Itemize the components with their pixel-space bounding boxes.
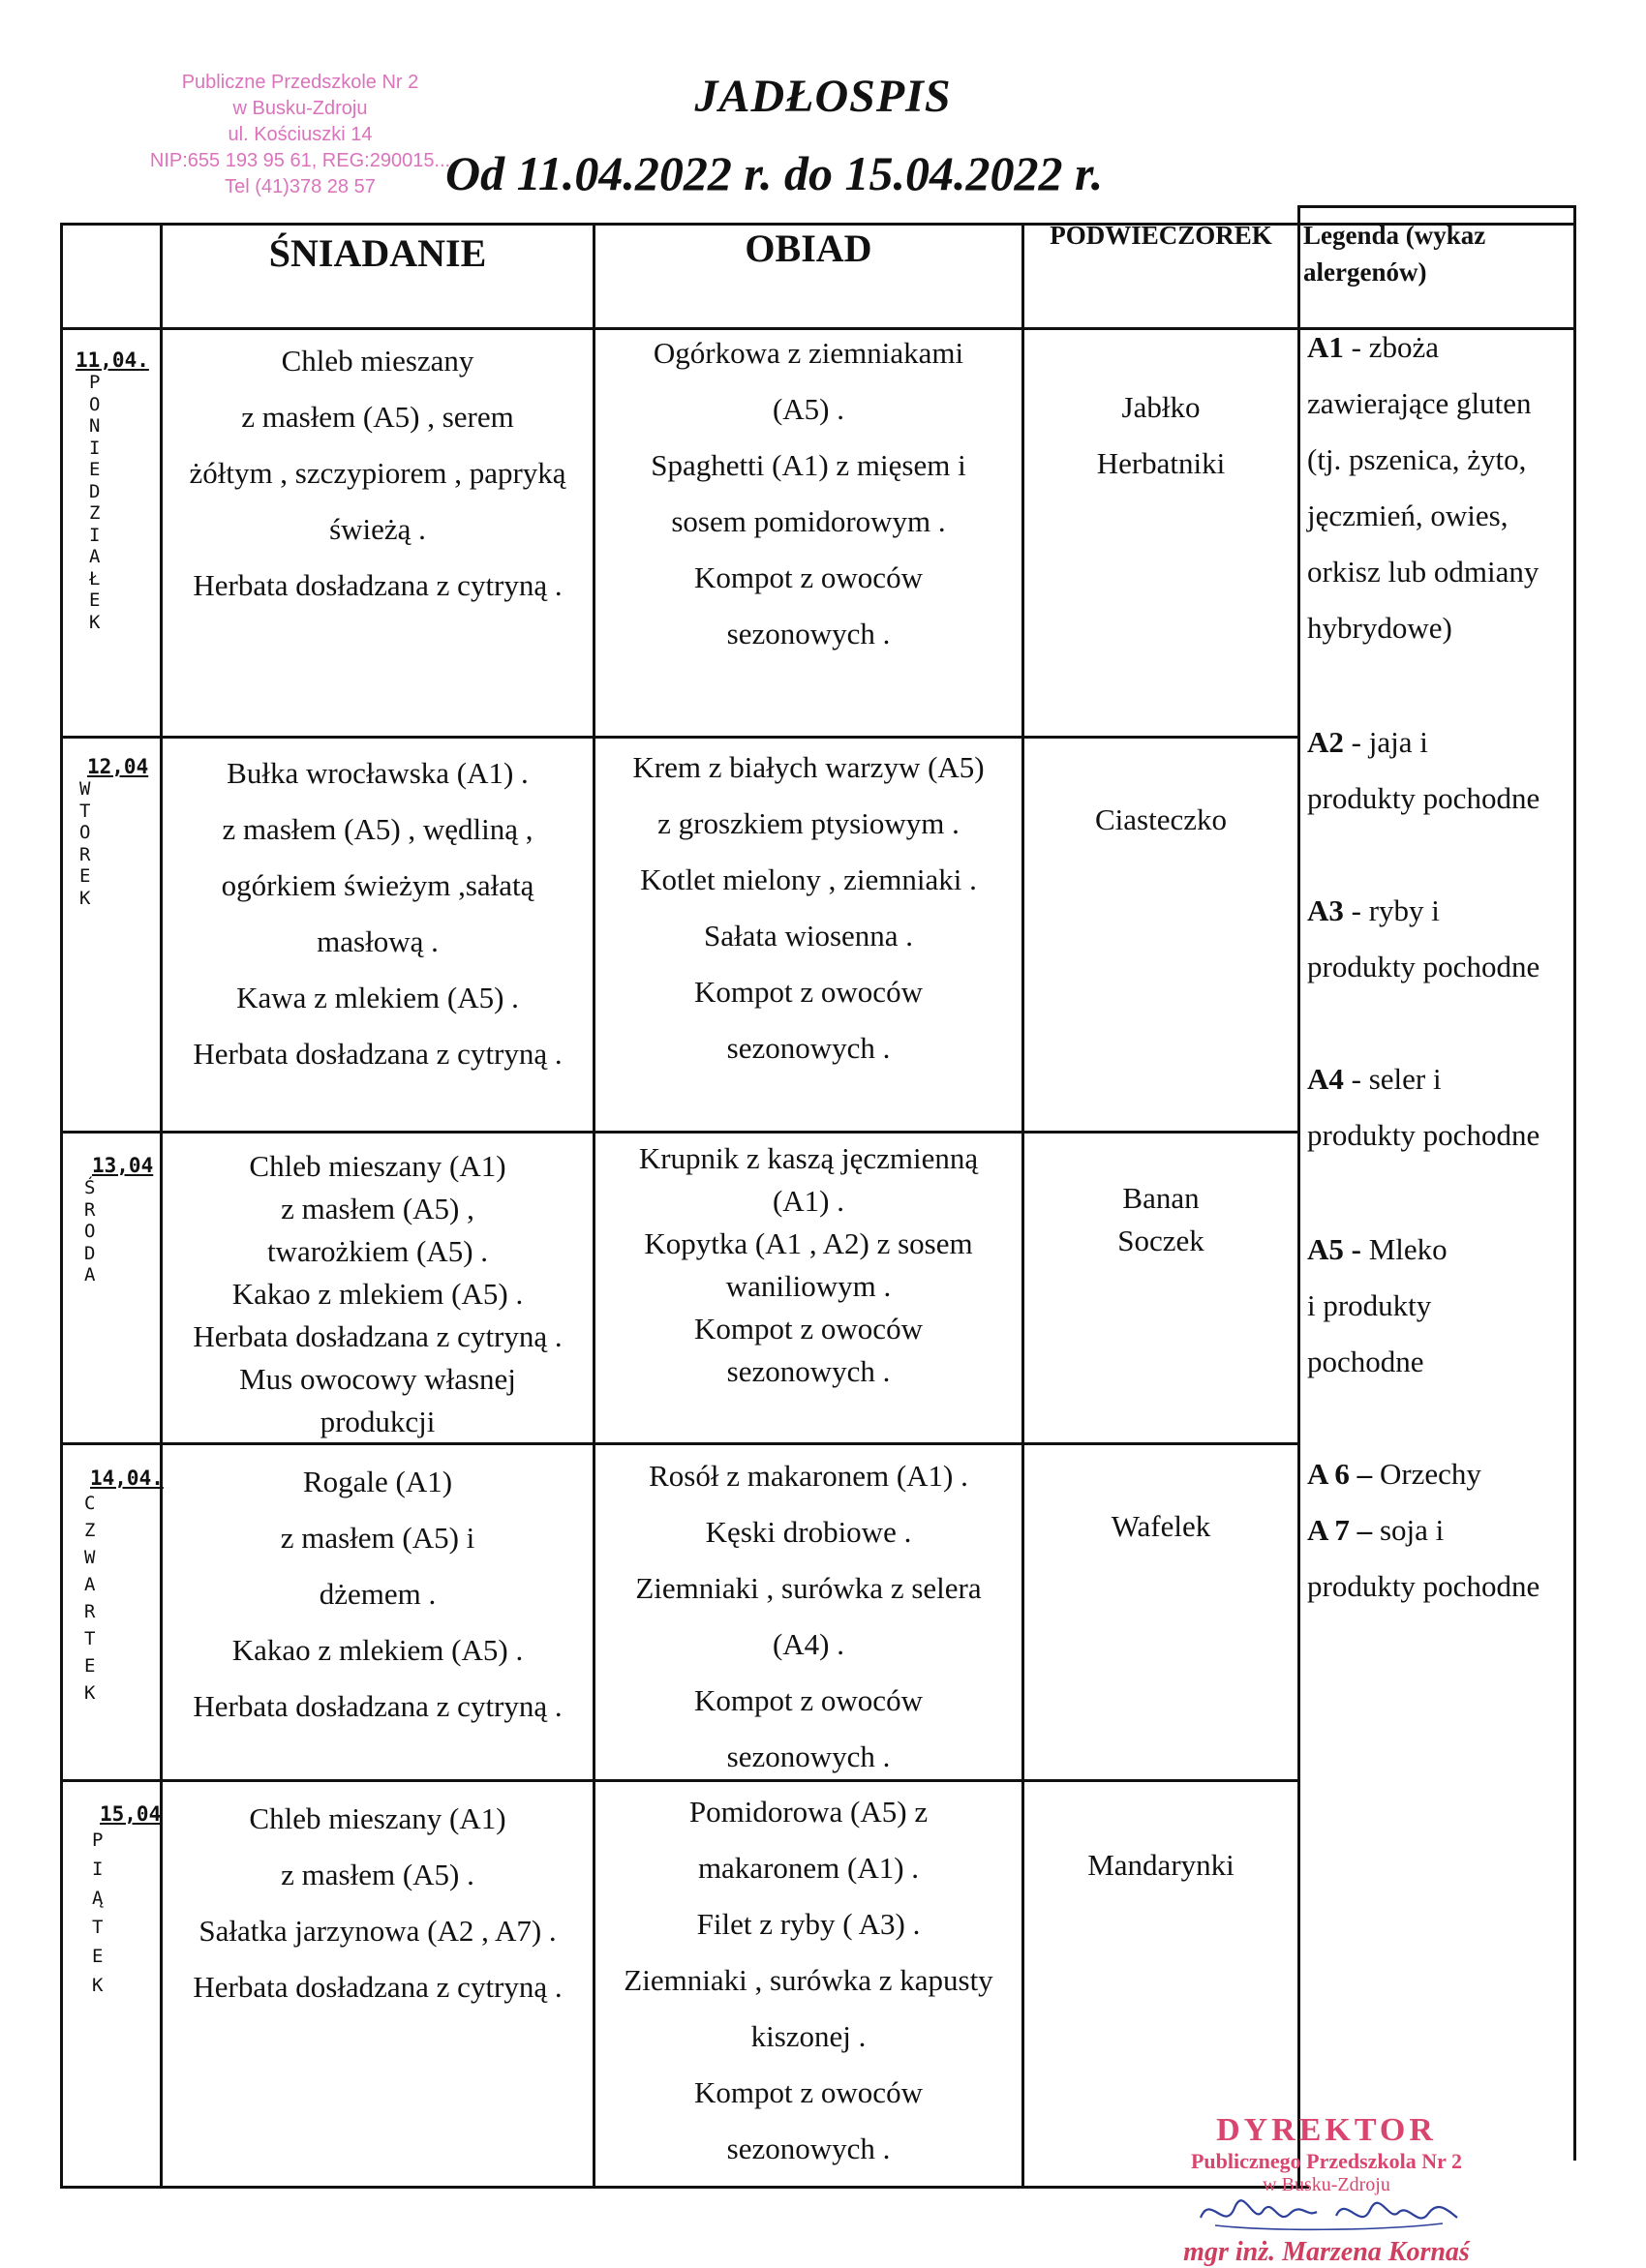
menu-item: Krem z białych warzyw (A5) <box>632 750 985 784</box>
menu-item: Krupnik z kaszą jęczmienną <box>638 1141 979 1175</box>
menu-item: sezonowych . <box>726 1739 891 1773</box>
menu-item: Ogórkowa z ziemniakami <box>653 336 964 370</box>
menu-item: Ziemniaki , surówka z selera <box>635 1571 982 1605</box>
menu-item: Chleb mieszany <box>281 344 474 378</box>
day-label-friday <box>92 1802 162 2000</box>
menu-item: Herbata dosładzana z cytryną . <box>193 1689 563 1723</box>
menu-item: z groszkiem ptysiowym . <box>657 806 960 840</box>
menu-item: Jabłko <box>1121 390 1201 424</box>
menu-item: Kompot z owoców <box>694 1312 923 1346</box>
stamp-line: Tel (41)378 28 57 <box>225 176 376 197</box>
menu-item: Rogale (A1) <box>302 1465 453 1498</box>
director-org: Publicznego Przedszkola Nr 2 <box>1190 2149 1463 2173</box>
menu-item: (A4) . <box>772 1627 845 1661</box>
menu-item: Chleb mieszany (A1) <box>249 1801 506 1835</box>
menu-item: Rosół z makaronem (A1) . <box>649 1459 968 1493</box>
legend-entry-a2: A2 - jaja i produkty pochodne <box>1307 725 1540 815</box>
menu-item: z masłem (A5) , serem <box>241 400 514 434</box>
menu-item: Kompot z owoców <box>694 975 923 1009</box>
menu-item: kiszonej . <box>750 2019 867 2053</box>
header-lunch: OBIAD <box>745 227 872 270</box>
menu-item: Mus owocowy własnej <box>239 1362 516 1396</box>
director-name: mgr inż. Marzena Kornaś <box>1183 2237 1470 2267</box>
menu-item: Mandarynki <box>1087 1848 1234 1882</box>
menu-item: masłową . <box>317 924 439 958</box>
breakfast-cell <box>165 333 591 614</box>
menu-item: Sałata wiosenna . <box>703 919 914 953</box>
lunch-cell <box>597 1448 1020 1785</box>
menu-item: Spaghetti (A1) z mięsem i <box>651 448 966 482</box>
menu-item: (A1) . <box>772 1184 845 1218</box>
legend-entry-a6: A 6 – Orzechy <box>1307 1457 1481 1491</box>
menu-item: Kompot z owoców <box>694 560 923 594</box>
menu-item: Chleb mieszany (A1) <box>249 1149 506 1183</box>
legend-entry-a1: A1 - zboża zawierające gluten (tj. pszenica, żyto, jęczmień, owies, orkisz lub odmiany hybrydowe) <box>1307 330 1539 645</box>
breakfast-cell <box>165 1145 591 1443</box>
snack-cell <box>1026 1837 1295 1893</box>
day-name-vertical: W T O R E K <box>79 778 91 909</box>
menu-item: sezonowych . <box>726 1031 891 1065</box>
day-name-vertical: C Z W A R T E K <box>84 1493 96 1704</box>
menu-item: ogórkiem świeżym ,sałatą <box>221 868 534 902</box>
day-label-thursday <box>84 1467 164 1707</box>
header-legend: Legenda (wykaz alergenów) <box>1303 221 1486 287</box>
day-name-vertical: P I Ą T E K <box>92 1830 104 1996</box>
breakfast-cell <box>165 1454 591 1735</box>
header-breakfast: ŚNIADANIE <box>268 231 487 275</box>
menu-item: Kotlet mielony , ziemniaki . <box>640 862 977 896</box>
menu-item: Wafelek <box>1111 1509 1211 1543</box>
menu-item: Herbata dosładzana z cytryną . <box>193 1319 563 1353</box>
menu-item: świeżą . <box>329 512 426 546</box>
day-label-wednesday <box>84 1154 154 1286</box>
stamp-line: ul. Kościuszki 14 <box>228 124 373 145</box>
day-date: 14,04. <box>90 1467 164 1490</box>
legend-entry-a7: A 7 – soja i produkty pochodne <box>1307 1513 1540 1603</box>
menu-item: Herbata dosładzana z cytryną . <box>193 568 563 602</box>
snack-cell <box>1026 1177 1295 1262</box>
menu-item: Kopytka (A1 , A2) z sosem <box>644 1226 973 1260</box>
menu-item: dżemem . <box>319 1577 437 1611</box>
menu-item: Sałatka jarzynowa (A2 , A7) . <box>198 1914 557 1948</box>
day-name-vertical: Ś R O D A <box>84 1177 96 1285</box>
day-date: 15,04 <box>100 1802 162 1826</box>
stamp-line: w Busku-Zdroju <box>232 98 368 119</box>
header-snack: PODWIECZOREK <box>1050 221 1272 250</box>
menu-item: sezonowych . <box>726 617 891 650</box>
snack-cell <box>1026 379 1295 492</box>
lunch-cell <box>597 1784 1020 2177</box>
menu-item: Ziemniaki , surówka z kapusty <box>624 1963 993 1997</box>
menu-item: Kompot z owoców <box>694 2075 923 2109</box>
legend-entry-a3: A3 - ryby i produkty pochodne <box>1307 893 1540 983</box>
menu-item: sezonowych . <box>726 2132 891 2165</box>
stamp-line: NIP:655 193 95 61, REG:290015... <box>149 150 451 171</box>
menu-item: waniliowym . <box>725 1269 892 1303</box>
lunch-cell <box>597 1137 1020 1393</box>
menu-item: Kawa z mlekiem (A5) . <box>236 981 519 1014</box>
day-date: 13,04 <box>92 1154 154 1177</box>
menu-item: Herbata dosładzana z cytryną . <box>193 1970 563 2004</box>
snack-cell <box>1026 1498 1295 1555</box>
menu-item: Herbatniki <box>1096 446 1226 480</box>
menu-item: produkcji <box>320 1405 436 1438</box>
lunch-cell <box>597 740 1020 1076</box>
menu-item: Soczek <box>1117 1224 1204 1257</box>
menu-item: Kęski drobiowe . <box>705 1515 912 1549</box>
menu-item: Ciasteczko <box>1094 802 1227 836</box>
menu-item: sosem pomidorowym . <box>671 504 946 538</box>
menu-item: Kakao z mlekiem (A5) . <box>231 1277 524 1311</box>
stamp-line: Publiczne Przedszkole Nr 2 <box>181 72 419 93</box>
menu-item: Banan <box>1122 1181 1200 1215</box>
menu-item: z masłem (A5) , wędliną , <box>222 812 533 846</box>
breakfast-cell <box>165 1791 591 2015</box>
menu-item: twarożkiem (A5) . <box>266 1234 489 1268</box>
menu-item: makaronem (A1) . <box>697 1851 920 1885</box>
lunch-cell <box>597 325 1020 662</box>
day-date: 12,04 <box>87 755 149 778</box>
day-label-tuesday <box>79 755 149 909</box>
menu-item: Kompot z owoców <box>694 1683 923 1717</box>
menu-item: (A5) . <box>772 392 845 426</box>
menu-item: z masłem (A5) , <box>281 1192 474 1225</box>
breakfast-cell <box>165 745 591 1082</box>
date-range: Od 11.04.2022 r. do 15.04.2022 r. <box>445 146 1104 200</box>
page-title: JADŁOSPIS <box>694 71 952 122</box>
menu-item: Bułka wrocławska (A1) . <box>227 756 529 790</box>
day-name-vertical: P O N I E D Z I A Ł E K <box>89 372 101 633</box>
menu-item: Kakao z mlekiem (A5) . <box>231 1633 524 1667</box>
legend-entry-a4: A4 - seler i produkty pochodne <box>1307 1062 1540 1152</box>
director-stamp <box>1143 2112 1510 2268</box>
day-date: 11,04. <box>76 348 149 372</box>
menu-item: sezonowych . <box>726 1354 891 1388</box>
snack-cell <box>1026 792 1295 848</box>
menu-item: z masłem (A5) . <box>281 1858 474 1891</box>
director-city: w Busku-Zdroju <box>1263 2174 1390 2195</box>
day-label-monday <box>76 348 149 633</box>
legend-entry-a5: A5 - Mleko i produkty pochodne <box>1307 1232 1448 1378</box>
director-title: DYREKTOR <box>1216 2112 1437 2148</box>
menu-item: Filet z ryby ( A3) . <box>696 1907 921 1941</box>
menu-item: Pomidorowa (A5) z <box>688 1795 929 1829</box>
menu-item: z masłem (A5) i <box>280 1521 475 1555</box>
menu-item: Herbata dosładzana z cytryną . <box>193 1037 563 1071</box>
menu-item: żółtym , szczypiorem , papryką <box>189 456 566 490</box>
